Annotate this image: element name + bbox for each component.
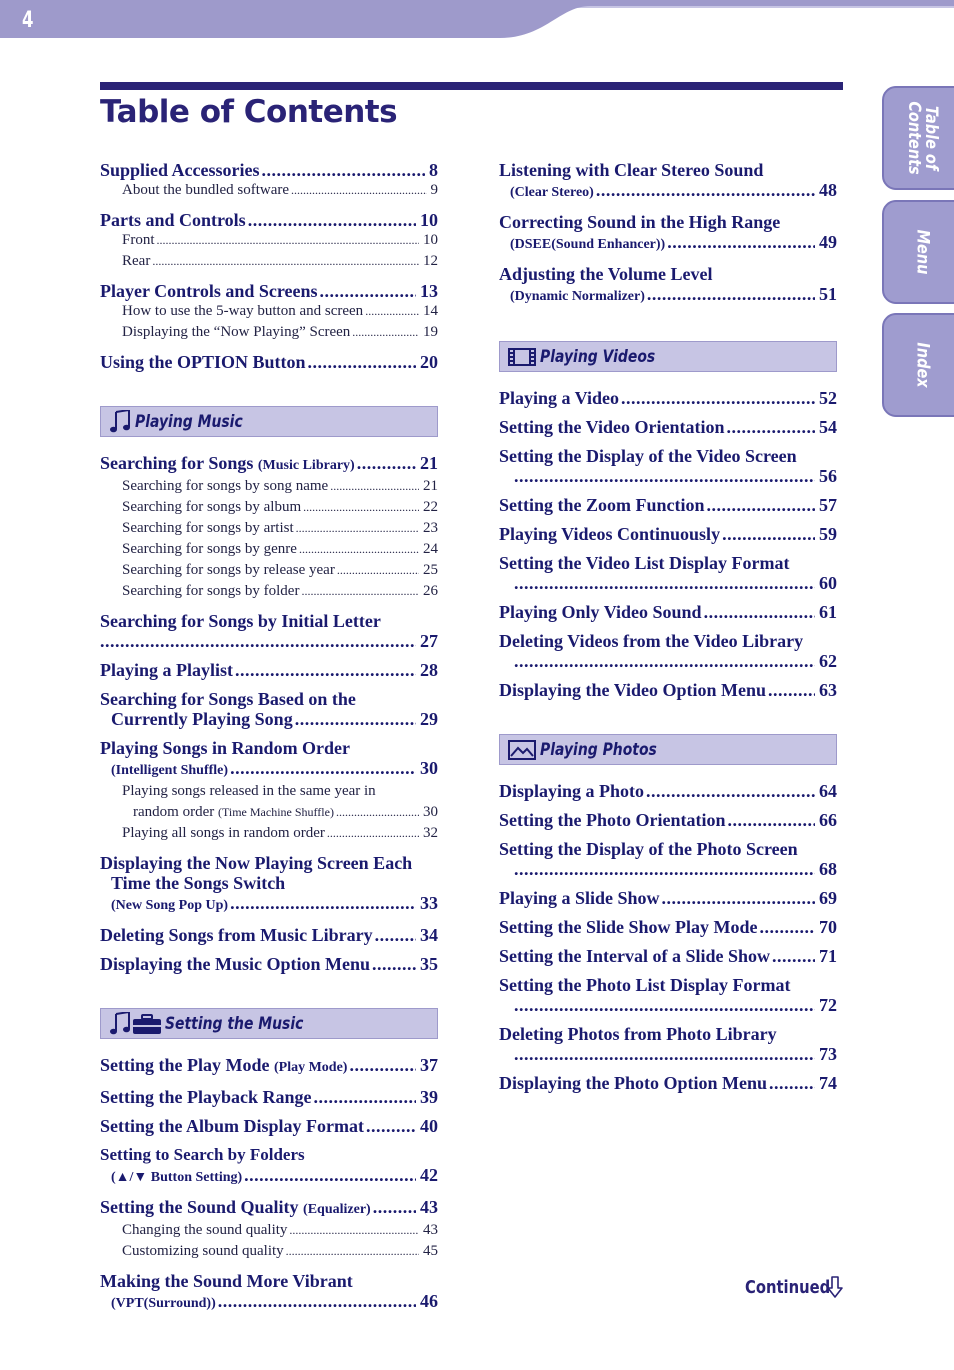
toc-entry[interactable]: Parts and Controls ..... 10 [100,210,438,230]
toc-entry[interactable]: Adjusting the Volume Level (Dynamic Normalizer) ..... 51 [499,264,837,307]
toc-subentry[interactable]: Searching for songs by folder ..... 26 [100,581,438,602]
side-tab-menu[interactable]: Menu [882,200,954,304]
toc-entry[interactable]: Setting the Album Display Format ..... 40 [100,1116,438,1136]
section-header-playing-music [100,406,438,437]
toc-entry[interactable]: Playing a Video ..... 52 [499,388,837,408]
toc-subentry[interactable]: Playing songs released in the same year in random order (Time Machine Shuffle) ..... 30 [100,781,438,823]
toc-subentry[interactable]: About the bundled software ..... 9 [100,180,438,201]
section-title: Playing Music [135,411,243,432]
toc-entry[interactable]: Displaying the Now Playing Screen Each Time the Songs Switch (New Song Pop Up) ..... 33 [100,853,438,916]
toc-entry[interactable]: Playing Songs in Random Order (Intelligent Shuffle) ..... 30 [100,738,438,781]
section-title: Playing Photos [540,739,657,760]
toc-entry[interactable]: Setting the Photo Orientation ..... 66 [499,810,837,830]
toc-subentry[interactable]: Searching for songs by song name ..... 21 [100,476,438,497]
toc-entry[interactable]: Setting the Sound Quality (Equalizer) ..... 43 [100,1197,438,1220]
toc-entry[interactable]: Supplied Accessories ..... 8 [100,160,438,180]
toc-left-column [100,160,438,1314]
toc-entry[interactable]: Setting the Interval of a Slide Show ..... 71 [499,946,837,966]
toc-entry[interactable]: Setting the Playback Range ..... 39 [100,1087,438,1107]
toc-entry[interactable]: Searching for Songs Based on the Currently Playing Song ..... 29 [100,689,438,729]
section-header-playing-videos [499,341,837,372]
toc-entry[interactable]: Playing Only Video Sound ..... 61 [499,602,837,622]
toc-entry[interactable]: Deleting Videos from the Video Library ..... 62 [499,631,837,671]
toc-subentry[interactable]: Searching for songs by album ..... 22 [100,497,438,518]
toc-entry[interactable]: Setting the Zoom Function ..... 57 [499,495,837,515]
page-title: Table of Contents [100,94,398,130]
photo-icon [508,740,536,760]
toc-entry[interactable]: Searching for Songs (Music Library) ..... 21 [100,453,438,476]
toc-subentry[interactable]: Rear ..... 12 [100,251,438,272]
section-title: Setting the Music [165,1013,304,1034]
page-number: 4 [22,8,34,33]
side-tab-index[interactable]: Index [882,313,954,417]
toc-entry[interactable]: Playing a Slide Show ..... 69 [499,888,837,908]
toc-entry[interactable]: Setting the Video Orientation ..... 54 [499,417,837,437]
toc-entry[interactable]: Displaying the Video Option Menu ..... 63 [499,680,837,700]
toc-entry[interactable]: Setting the Display of the Photo Screen ..... 68 [499,839,837,879]
toc-entry[interactable]: Playing a Playlist ..... 28 [100,660,438,680]
toc-entry[interactable]: Deleting Photos from Photo Library ..... 73 [499,1024,837,1064]
toc-entry[interactable]: Searching for Songs by Initial Letter ..... 27 [100,611,438,651]
section-header-setting-the-music [100,1008,438,1039]
toc-subentry[interactable]: Playing all songs in random order ..... 32 [100,823,438,844]
toc-subentry[interactable]: Searching for songs by release year ..... 25 [100,560,438,581]
toc-entry[interactable]: Setting the Video List Display Format ..... 60 [499,553,837,593]
toc-entry[interactable]: Setting the Play Mode (Play Mode) ..... 37 [100,1055,438,1078]
toc-entry[interactable]: Correcting Sound in the High Range (DSEE(Sound Enhancer)) ..... 49 [499,212,837,255]
toc-entry[interactable]: Deleting Songs from Music Library ..... 34 [100,925,438,945]
continued-link[interactable] [745,1276,843,1298]
title-rule [100,82,843,90]
toc-subentry[interactable]: Searching for songs by genre ..... 24 [100,539,438,560]
side-tab-table-of-contents[interactable]: Table of Contents [882,86,954,190]
top-banner [0,0,954,40]
continued-label: Continued [745,1276,831,1298]
section-title: Playing Videos [540,346,656,367]
toc-entry[interactable]: Setting the Display of the Video Screen ..... 56 [499,446,837,486]
toc-subentry[interactable]: Customizing sound quality ..... 45 [100,1241,438,1262]
toc-right-column [499,160,837,1093]
toc-subentry[interactable]: Changing the sound quality ..... 43 [100,1220,438,1241]
toc-entry[interactable]: Making the Sound More Vibrant (VPT(Surround)) ..... 46 [100,1271,438,1314]
toc-entry[interactable]: Displaying a Photo ..... 64 [499,781,837,801]
toc-entry[interactable]: Player Controls and Screens ..... 13 [100,281,438,301]
toc-subentry[interactable]: Front ..... 10 [100,230,438,251]
film-icon [508,348,536,366]
toc-entry[interactable]: Playing Videos Continuously ..... 59 [499,524,837,544]
toc-entry[interactable]: Setting the Slide Show Play Mode ..... 70 [499,917,837,937]
toc-entry[interactable]: Setting the Photo List Display Format ..... 72 [499,975,837,1015]
toc-subentry[interactable]: Displaying the “Now Playing” Screen ..... 19 [100,322,438,343]
toc-entry[interactable]: Displaying the Photo Option Menu ..... 74 [499,1073,837,1093]
toc-entry[interactable]: Setting to Search by Folders (▲/▼ Button Setting) ..... 42 [100,1145,438,1188]
music-settings-icon [109,1012,161,1036]
toc-subentry[interactable]: Searching for songs by artist ..... 23 [100,518,438,539]
section-header-playing-photos [499,734,837,765]
toc-subentry[interactable]: How to use the 5-way button and screen ..... 14 [100,301,438,322]
music-note-icon [109,410,131,434]
toc-entry[interactable]: Listening with Clear Stereo Sound (Clear Stereo) ..... 48 [499,160,837,203]
toc-entry[interactable]: Using the OPTION Button ..... 20 [100,352,438,372]
toc-entry[interactable]: Displaying the Music Option Menu ..... 35 [100,954,438,974]
